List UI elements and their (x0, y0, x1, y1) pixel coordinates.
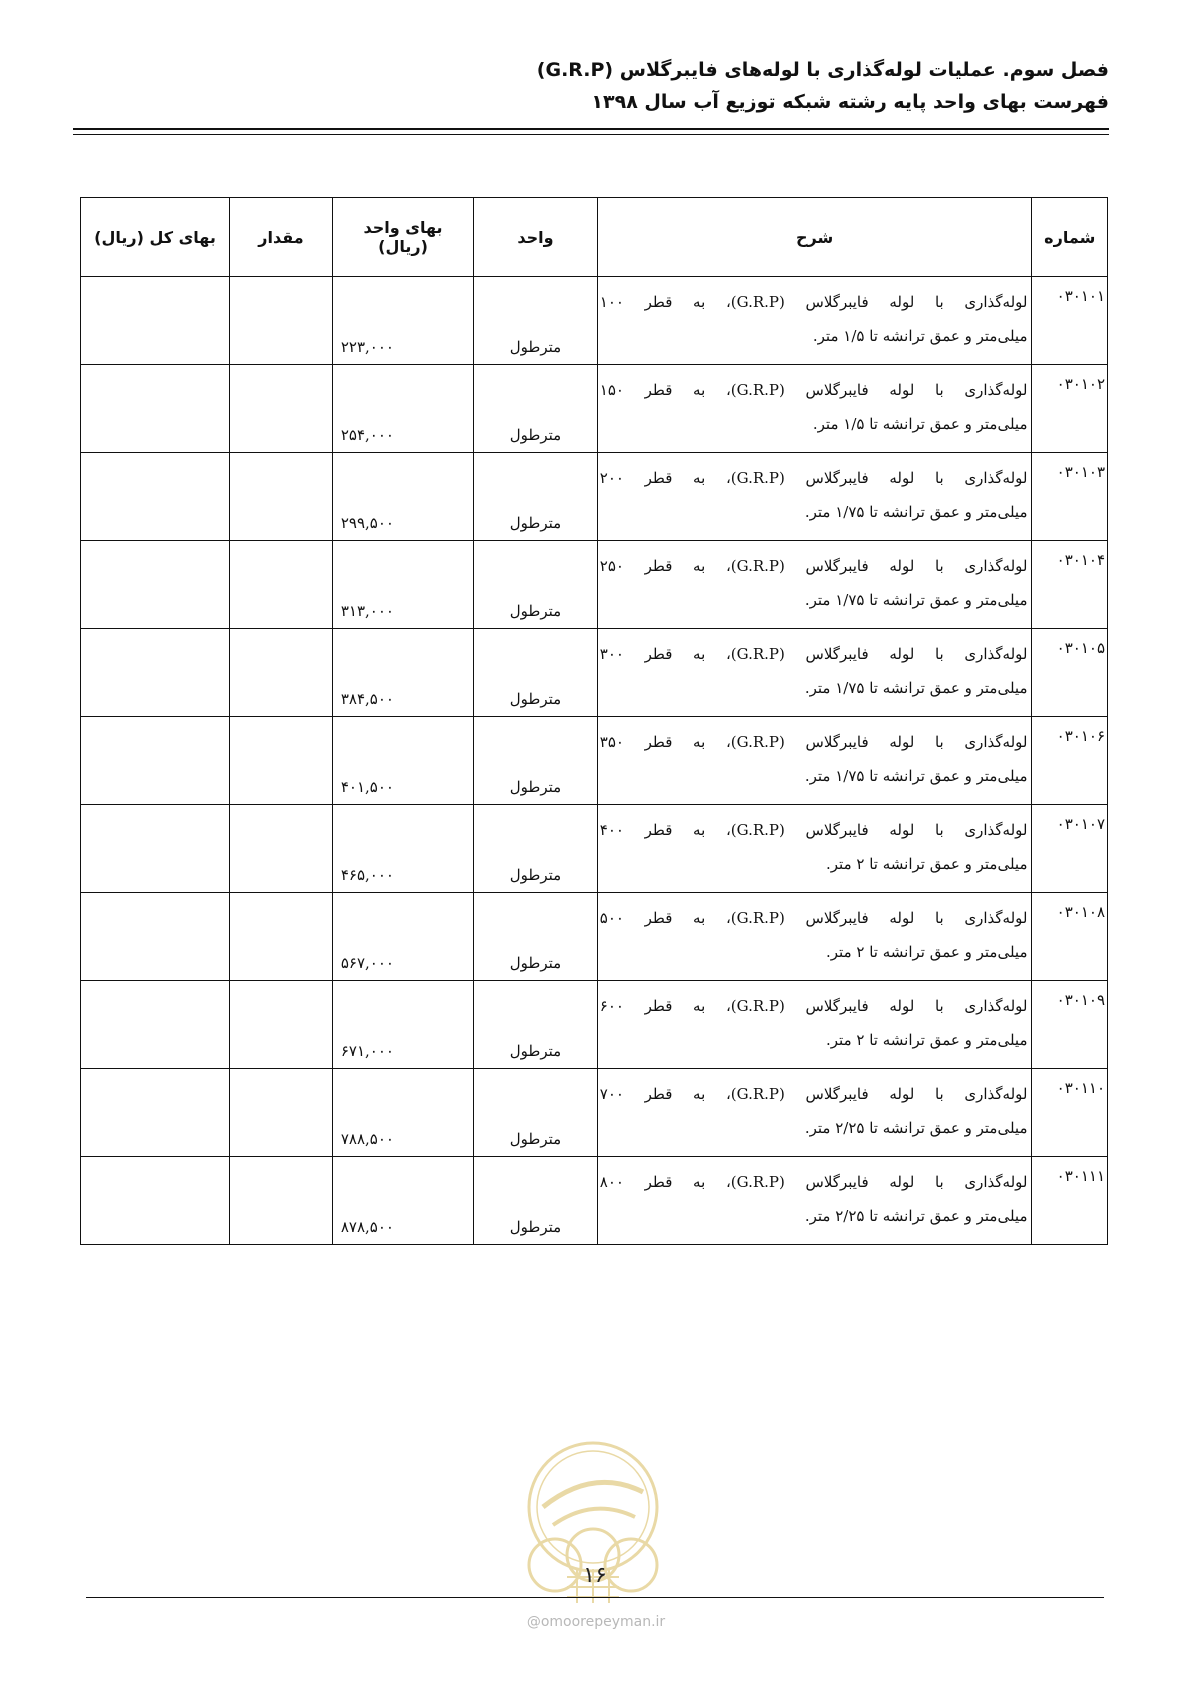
item-total (81, 893, 230, 981)
item-total (81, 805, 230, 893)
item-quantity (230, 541, 333, 629)
description-line-1: لوله‌گذاری با لوله فایبرگلاس (G.R.P)، به قطر ۲۰۰ (599, 469, 1028, 487)
item-unit: مترطول (474, 629, 598, 717)
item-quantity (230, 365, 333, 453)
item-code: ۰۳۰۱۰۱ (1032, 277, 1108, 365)
chapter-title: فصل سوم. عملیات لوله‌گذاری با لوله‌های فایبرگلاس (G.R.P) (536, 59, 1109, 81)
item-unit: مترطول (474, 365, 598, 453)
item-total (81, 1157, 230, 1245)
item-description (597, 541, 1032, 629)
item-unit-price: ۸۷۸,۵۰۰ (340, 1218, 394, 1236)
item-code: ۰۳۰۱۰۳ (1032, 453, 1108, 541)
item-unit-price-cell (332, 805, 473, 893)
item-unit-price-cell (332, 717, 473, 805)
item-unit-price: ۴۰۱,۵۰۰ (340, 778, 394, 796)
item-code: ۰۳۰۱۰۴ (1032, 541, 1108, 629)
header-rule-thick (73, 128, 1109, 130)
item-unit-price-cell (332, 453, 473, 541)
item-quantity (230, 717, 333, 805)
item-code: ۰۳۰۱۰۶ (1032, 717, 1108, 805)
item-code: ۰۳۰۱۰۷ (1032, 805, 1108, 893)
col-header-total: بهای کل (ریال) (81, 198, 230, 277)
item-unit: مترطول (474, 717, 598, 805)
item-total (81, 717, 230, 805)
table-row (81, 541, 1108, 629)
item-code: ۰۳۰۱۰۵ (1032, 629, 1108, 717)
description-line-2: میلی‌متر و عمق ترانشه تا ۱/۷۵ متر. (804, 503, 1028, 521)
item-total (81, 541, 230, 629)
item-unit-price: ۷۸۸,۵۰۰ (340, 1130, 394, 1148)
item-unit-price: ۳۸۴,۵۰۰ (340, 690, 394, 708)
description-line-1: لوله‌گذاری با لوله فایبرگلاس (G.R.P)، به قطر ۳۵۰ (599, 733, 1028, 751)
footer-rule (86, 1597, 1104, 1598)
item-description (597, 277, 1032, 365)
item-description (597, 629, 1032, 717)
item-code: ۰۳۰۱۰۹ (1032, 981, 1108, 1069)
description-line-2: میلی‌متر و عمق ترانشه تا ۱/۵ متر. (812, 327, 1028, 345)
table-row (81, 1069, 1108, 1157)
description-line-1: لوله‌گذاری با لوله فایبرگلاس (G.R.P)، به قطر ۷۰۰ (599, 1085, 1028, 1103)
unit-price-label: بهای واحد (363, 218, 443, 237)
item-quantity (230, 277, 333, 365)
item-unit-price-cell (332, 1069, 473, 1157)
item-code: ۰۳۰۱۱۱ (1032, 1157, 1108, 1245)
item-total (81, 453, 230, 541)
table-row (81, 453, 1108, 541)
item-unit: مترطول (474, 893, 598, 981)
item-total (81, 365, 230, 453)
description-line-2: میلی‌متر و عمق ترانشه تا ۲ متر. (826, 855, 1028, 873)
description-line-2: میلی‌متر و عمق ترانشه تا ۱/۷۵ متر. (804, 591, 1028, 609)
col-header-unit-price (332, 198, 473, 277)
description-line-1: لوله‌گذاری با لوله فایبرگلاس (G.R.P)، به قطر ۴۰۰ (599, 821, 1028, 839)
description-line-1: لوله‌گذاری با لوله فایبرگلاس (G.R.P)، به قطر ۱۰۰ (599, 293, 1028, 311)
item-unit-price-cell (332, 541, 473, 629)
item-quantity (230, 981, 333, 1069)
item-description (597, 717, 1032, 805)
table-row (81, 805, 1108, 893)
description-line-1: لوله‌گذاری با لوله فایبرگلاس (G.R.P)، به قطر ۱۵۰ (599, 381, 1028, 399)
website-watermark: @omoorepeyman.ir (526, 1614, 666, 1630)
item-unit: مترطول (474, 453, 598, 541)
item-unit: مترطول (474, 1157, 598, 1245)
item-description (597, 805, 1032, 893)
item-quantity (230, 629, 333, 717)
description-line-1: لوله‌گذاری با لوله فایبرگلاس (G.R.P)، به قطر ۲۵۰ (599, 557, 1028, 575)
page-header (69, 54, 1109, 118)
description-line-2: میلی‌متر و عمق ترانشه تا ۲/۲۵ متر. (804, 1207, 1028, 1225)
description-line-1: لوله‌گذاری با لوله فایبرگلاس (G.R.P)، به قطر ۳۰۰ (599, 645, 1028, 663)
description-line-2: میلی‌متر و عمق ترانشه تا ۲/۲۵ متر. (804, 1119, 1028, 1137)
item-unit-price-cell (332, 893, 473, 981)
item-quantity (230, 453, 333, 541)
item-description (597, 981, 1032, 1069)
description-line-2: میلی‌متر و عمق ترانشه تا ۱/۷۵ متر. (804, 767, 1028, 785)
col-header-desc: شرح (597, 198, 1032, 277)
list-title: فهرست بهای واحد پایه رشته شبکه توزیع آب سال ۱۳۹۸ (591, 91, 1109, 113)
item-total (81, 277, 230, 365)
item-description (597, 365, 1032, 453)
item-code: ۰۳۰۱۰۲ (1032, 365, 1108, 453)
item-total (81, 981, 230, 1069)
page-number: ۱۶ (583, 1563, 607, 1588)
table-row (81, 277, 1108, 365)
item-unit-price: ۲۲۳,۰۰۰ (340, 338, 394, 356)
item-total (81, 629, 230, 717)
item-unit-price-cell (332, 1157, 473, 1245)
item-unit: مترطول (474, 277, 598, 365)
item-unit-price: ۲۵۴,۰۰۰ (340, 426, 394, 444)
description-line-2: میلی‌متر و عمق ترانشه تا ۲ متر. (826, 943, 1028, 961)
item-unit-price: ۳۱۳,۰۰۰ (340, 602, 394, 620)
description-line-1: لوله‌گذاری با لوله فایبرگلاس (G.R.P)، به قطر ۶۰۰ (599, 997, 1028, 1015)
table-row (81, 629, 1108, 717)
description-line-2: میلی‌متر و عمق ترانشه تا ۱/۵ متر. (812, 415, 1028, 433)
item-unit-price: ۲۹۹,۵۰۰ (340, 514, 394, 532)
item-quantity (230, 805, 333, 893)
item-quantity (230, 893, 333, 981)
item-unit-price-cell (332, 277, 473, 365)
item-unit-price-cell (332, 365, 473, 453)
item-code: ۰۳۰۱۱۰ (1032, 1069, 1108, 1157)
item-description (597, 1157, 1032, 1245)
description-line-2: میلی‌متر و عمق ترانشه تا ۱/۷۵ متر. (804, 679, 1028, 697)
description-line-1: لوله‌گذاری با لوله فایبرگلاس (G.R.P)، به قطر ۵۰۰ (599, 909, 1028, 927)
item-description (597, 1069, 1032, 1157)
item-code: ۰۳۰۱۰۸ (1032, 893, 1108, 981)
item-quantity (230, 1157, 333, 1245)
unit-price-currency: (ریال) (378, 237, 428, 256)
item-description (597, 893, 1032, 981)
item-description (597, 453, 1032, 541)
description-line-2: میلی‌متر و عمق ترانشه تا ۲ متر. (826, 1031, 1028, 1049)
table-header-row (81, 198, 1108, 277)
item-unit-price: ۴۶۵,۰۰۰ (340, 866, 394, 884)
table-row (81, 365, 1108, 453)
item-unit: مترطول (474, 541, 598, 629)
col-header-code: شماره (1032, 198, 1108, 277)
item-unit: مترطول (474, 805, 598, 893)
table-row (81, 893, 1108, 981)
table-row (81, 717, 1108, 805)
price-table (80, 197, 1108, 1245)
col-header-qty: مقدار (230, 198, 333, 277)
item-unit-price-cell (332, 629, 473, 717)
header-rule-thin (73, 134, 1109, 135)
item-unit-price-cell (332, 981, 473, 1069)
col-header-unit: واحد (474, 198, 598, 277)
item-unit: مترطول (474, 981, 598, 1069)
item-unit: مترطول (474, 1069, 598, 1157)
table-row (81, 981, 1108, 1069)
item-quantity (230, 1069, 333, 1157)
description-line-1: لوله‌گذاری با لوله فایبرگلاس (G.R.P)، به قطر ۸۰۰ (599, 1173, 1028, 1191)
table-row (81, 1157, 1108, 1245)
item-unit-price: ۵۶۷,۰۰۰ (340, 954, 394, 972)
item-unit-price: ۶۷۱,۰۰۰ (340, 1042, 394, 1060)
item-total (81, 1069, 230, 1157)
